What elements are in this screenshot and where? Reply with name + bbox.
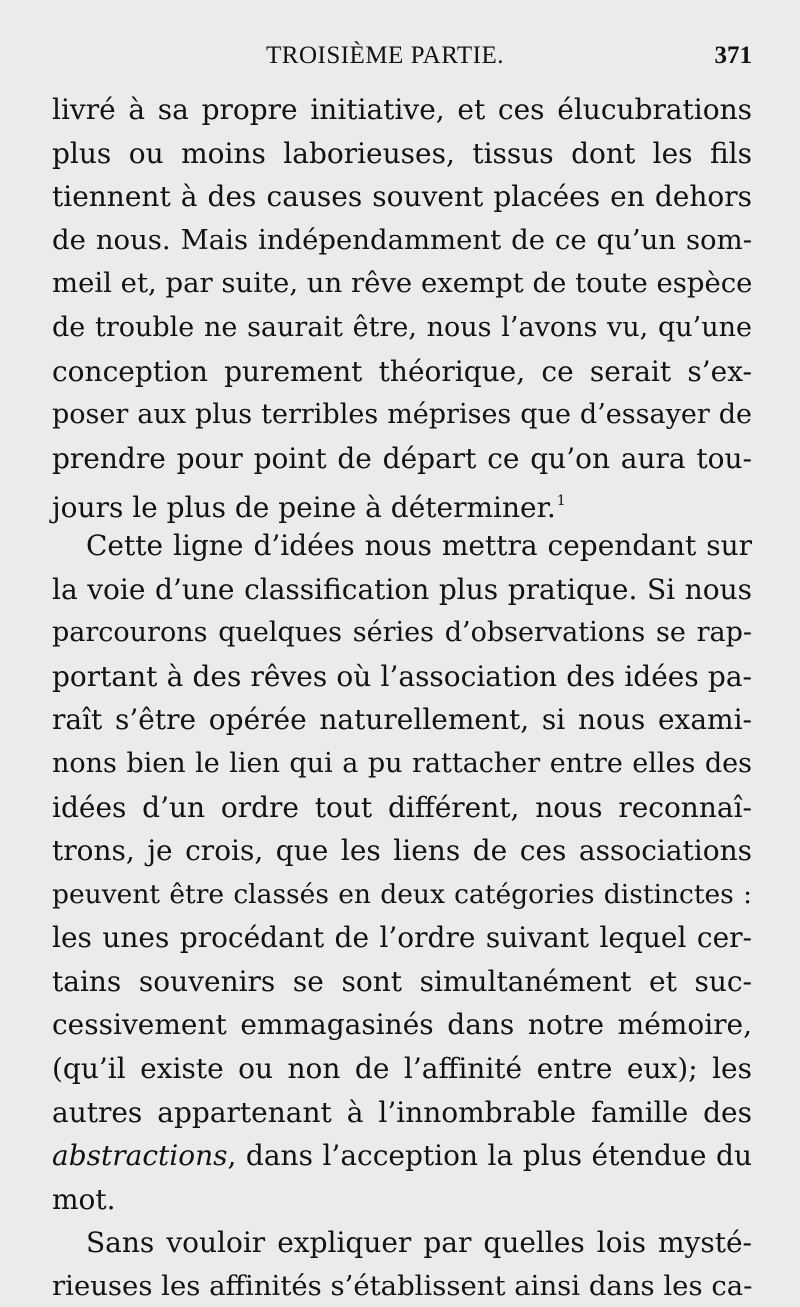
text-line: raît s’être opérée naturellement, si nous exami-: [52, 703, 752, 737]
text-line: cessivement emmagasinés dans notre mémoire,: [52, 1008, 752, 1042]
text-line-with-footnote: [52, 480, 752, 524]
text-line-indented: Cette ligne d’idées nous mettra cependant sur: [86, 528, 752, 562]
text-line: de nous. Mais indépendamment de ce qu’un som-: [52, 223, 752, 256]
page-header: [52, 38, 752, 78]
text-line: poser aux plus terribles méprises que d’essayer de: [52, 399, 752, 431]
page-number: 371: [714, 42, 752, 69]
text-line: tains souvenirs se sont simultanément et suc-: [52, 964, 752, 998]
text-line: de trouble ne saurait être, nous l’avons vu, qu’une: [52, 311, 752, 343]
text-line-indented: Sans vouloir expliquer par quelles lois mysté-: [86, 1226, 752, 1260]
text-line: portant à des rêves où l’association des idées pa-: [52, 659, 752, 693]
text-line-content: jours le plus de peine à déterminer.: [52, 491, 556, 525]
running-head: TROISIÈME PARTIE.: [266, 42, 505, 69]
body-text: [52, 88, 752, 1307]
text-line: trons, je crois, que les liens de ces associations: [52, 834, 752, 868]
text-line: idées d’un ordre tout différent, nous reconnaî-: [52, 790, 752, 824]
text-line: autres appartenant à l’innombrable famille des: [52, 1095, 752, 1129]
text-line: les unes procédant de l’ordre suivant lequel cer-: [52, 921, 752, 955]
text-line: parcourons quelques séries d’observations se rap-: [52, 617, 752, 649]
text-line: (qu’il existe ou non de l’affinité entre eux); les: [52, 1052, 752, 1086]
text-line: peuvent être classés en deux catégories distinctes :: [52, 878, 752, 910]
text-line: plus ou moins laborieuses, tissus dont les fils: [52, 136, 752, 170]
footnote-reference: 1: [556, 493, 566, 510]
text-line: meil et, par suite, un rêve exempt de toute espèce: [52, 267, 753, 300]
text-line: conception purement théorique, ce serait s’ex-: [52, 354, 752, 388]
italic-word: abstractions: [52, 1139, 228, 1173]
text-line: prendre pour point de départ ce qu’on aura tou-: [52, 441, 752, 475]
text-line: livré à sa propre initiative, et ces élucubrations: [52, 93, 752, 126]
text-line: rieuses les affinités s’établissent ainsi dans les ca-: [52, 1270, 753, 1303]
text-line-content: , dans l’acception la plus étendue du: [227, 1139, 752, 1173]
text-line: la voie d’une classification plus pratique. Si nous: [52, 572, 752, 606]
text-line-with-italic: [52, 1134, 752, 1178]
text-line: nons bien le lien qui a pu rattacher entre elles des: [52, 747, 752, 779]
text-line: mot.: [52, 1182, 116, 1216]
text-line: tiennent à des causes souvent placées en dehors: [52, 180, 752, 214]
